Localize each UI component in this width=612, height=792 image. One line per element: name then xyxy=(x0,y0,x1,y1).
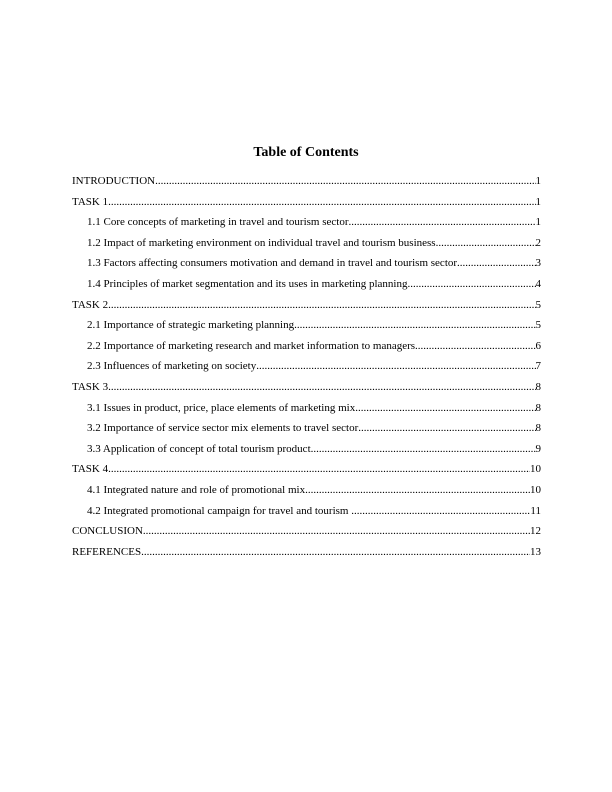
toc-page-number: 12 xyxy=(530,525,541,538)
toc-page-number: 1 xyxy=(535,195,541,208)
toc-entry-4-1[interactable] xyxy=(72,483,541,504)
toc-dot-leader xyxy=(294,318,535,332)
toc-page-number: 8 xyxy=(535,380,541,393)
toc-entry-2-2[interactable] xyxy=(72,339,541,360)
toc-dot-leader xyxy=(348,215,535,229)
toc-dot-leader xyxy=(305,483,530,497)
toc-entry-4-2[interactable] xyxy=(72,504,541,525)
toc-page-number: 5 xyxy=(535,298,541,311)
toc-page-number: 8 xyxy=(535,401,541,414)
toc-entry-label: 2.1 Importance of strategic marketing planning xyxy=(87,319,295,332)
toc-dot-leader xyxy=(108,380,535,394)
toc-page-number: 3 xyxy=(535,257,541,270)
toc-entry-label: 1.1 Core concepts of marketing in travel and tourism sector xyxy=(87,216,349,229)
toc-dot-leader xyxy=(457,256,535,270)
toc-heading: Table of Contents xyxy=(253,145,359,160)
toc-page-number: 8 xyxy=(535,422,541,435)
toc-entry-task-4[interactable] xyxy=(72,462,541,483)
toc-entry-label: TASK 1 xyxy=(72,195,109,208)
toc-dot-leader xyxy=(108,195,535,209)
toc-entry-task-3[interactable] xyxy=(72,380,541,401)
toc-page-number: 13 xyxy=(530,545,541,558)
toc-entry-3-2[interactable] xyxy=(72,421,541,442)
toc-dot-leader xyxy=(155,174,535,188)
toc-entry-label: 2.2 Importance of marketing research and market information to managers xyxy=(87,339,416,352)
toc-dot-leader xyxy=(358,421,535,435)
toc-entry-label: 1.4 Principles of market segmentation and its uses in marketing planning xyxy=(87,277,408,290)
toc-entry-task-1[interactable] xyxy=(72,195,541,216)
toc-entry-label: 3.1 Issues in product, price, place elements of marketing mix xyxy=(87,401,356,414)
toc-entry-label: REFERENCES xyxy=(72,545,142,558)
toc-page-number: 1 xyxy=(535,175,541,187)
toc-page-number: 1 xyxy=(535,216,541,229)
toc-dot-leader xyxy=(108,462,530,476)
toc-entry-2-1[interactable] xyxy=(72,318,541,339)
toc-entry-label: 3.3 Application of concept of total tourism product xyxy=(87,442,311,455)
toc-page-number: 11 xyxy=(530,504,541,517)
toc-list xyxy=(72,174,541,565)
toc-entry-label: CONCLUSION xyxy=(72,525,143,538)
toc-entry-label: TASK 4 xyxy=(72,463,109,476)
toc-dot-leader xyxy=(436,236,536,250)
toc-entry-1-1[interactable] xyxy=(72,215,541,236)
toc-entry-label: 4.1 Integrated nature and role of promotional mix xyxy=(87,483,306,496)
toc-page-number: 2 xyxy=(535,236,541,249)
toc-page-number: 9 xyxy=(535,442,541,455)
toc-page-number: 4 xyxy=(535,277,541,290)
toc-entry-label: 3.2 Importance of service sector mix elements to travel sector xyxy=(87,422,359,435)
toc-entry-label: 1.3 Factors affecting consumers motivation and demand in travel and tourism sector xyxy=(87,257,458,270)
toc-entry-label: 1.2 Impact of marketing environment on individual travel and tourism business xyxy=(87,236,436,249)
toc-entry-label: TASK 3 xyxy=(72,380,109,393)
toc-page-number: 5 xyxy=(535,319,541,332)
toc-entry-task-2[interactable] xyxy=(72,298,541,319)
toc-entry-label: 4.2 Integrated promotional campaign for travel and tourism xyxy=(87,504,352,517)
toc-page-number: 7 xyxy=(535,360,541,373)
toc-entry-references[interactable] xyxy=(72,545,541,566)
toc-dot-leader xyxy=(108,298,535,312)
toc-entry-1-3[interactable] xyxy=(72,256,541,277)
toc-entry-label: 2.3 Influences of marketing on society xyxy=(87,360,257,373)
toc-page-number: 6 xyxy=(535,339,541,352)
toc-dot-leader xyxy=(407,277,535,291)
toc-dot-leader xyxy=(415,339,535,353)
toc-page-number: 10 xyxy=(530,483,541,496)
toc-entry-introduction[interactable] xyxy=(72,174,541,195)
toc-entry-3-1[interactable] xyxy=(72,401,541,422)
toc-entry-1-2[interactable] xyxy=(72,236,541,257)
toc-entry-conclusion[interactable] xyxy=(72,524,541,545)
toc-entry-2-3[interactable] xyxy=(72,359,541,380)
toc-dot-leader xyxy=(143,524,530,538)
toc-entry-label: TASK 2 xyxy=(72,298,109,311)
toc-dot-leader xyxy=(355,401,535,415)
toc-entry-label: INTRODUCTION xyxy=(72,175,156,187)
toc-entry-3-3[interactable] xyxy=(72,442,541,463)
toc-dot-leader xyxy=(141,545,530,559)
toc-entry-1-4[interactable] xyxy=(72,277,541,298)
toc-dot-leader xyxy=(256,359,535,373)
toc-dot-leader xyxy=(311,442,536,456)
toc-dot-leader xyxy=(351,504,530,518)
toc-page-number: 10 xyxy=(530,463,541,476)
